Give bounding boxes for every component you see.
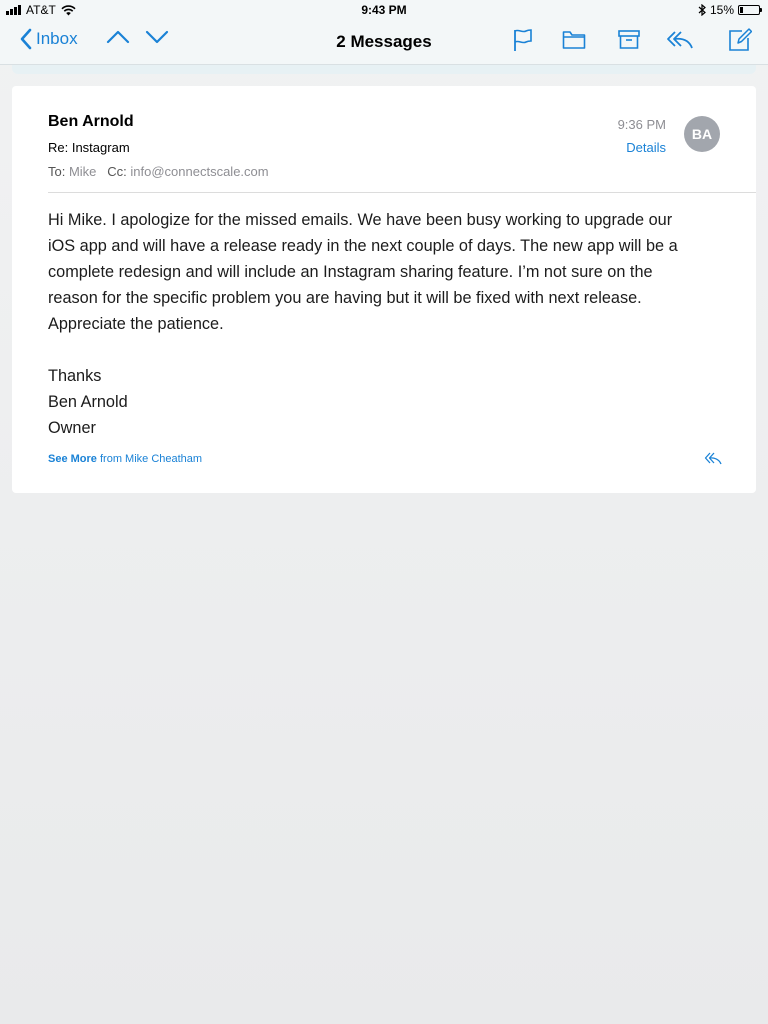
cc-label: Cc: xyxy=(107,164,127,179)
sender-name: Ben Arnold xyxy=(48,113,134,130)
compose-icon[interactable] xyxy=(728,28,752,52)
body-line: reason for the specific problem you are having but it will be fixed with next release. xyxy=(48,289,642,307)
message-subject: Re: Instagram xyxy=(48,140,130,155)
reply-icon[interactable] xyxy=(704,451,722,465)
signature-line: Thanks xyxy=(48,367,102,385)
previous-message-peek[interactable] xyxy=(12,65,756,74)
see-more-from: from Mike Cheatham xyxy=(99,453,203,465)
reply-icon[interactable] xyxy=(666,28,694,50)
body-line: Hi Mike. I apologize for the missed emails. We have been busy working to upgrade our xyxy=(48,211,673,229)
battery-icon xyxy=(738,5,760,15)
body-line: Appreciate the patience. xyxy=(48,315,224,333)
cc-value[interactable]: info@connectscale.com xyxy=(130,164,269,179)
top-bar xyxy=(0,0,768,65)
message-card xyxy=(12,86,756,493)
message-time: 9:36 PM xyxy=(617,117,666,132)
recipients xyxy=(48,164,269,179)
folder-icon[interactable] xyxy=(562,28,586,50)
signature-line: Owner xyxy=(48,419,96,437)
navigation-bar xyxy=(0,22,768,62)
to-value[interactable]: Mike xyxy=(68,164,97,179)
status-bar xyxy=(0,0,768,20)
carrier-label: AT&T xyxy=(26,3,56,17)
back-label: Inbox xyxy=(36,29,78,48)
to-label: To: xyxy=(48,164,66,179)
status-time: 9:43 PM xyxy=(361,3,407,17)
signature-line: Ben Arnold xyxy=(48,393,128,411)
bluetooth-icon xyxy=(698,4,706,16)
header-divider xyxy=(48,192,756,193)
avatar[interactable]: BA xyxy=(684,116,720,152)
body-line: complete redesign and will include an Instagram sharing feature. I’m not sure on the xyxy=(48,263,653,281)
details-link[interactable]: Details xyxy=(626,140,666,155)
flag-icon[interactable] xyxy=(512,28,534,52)
see-more-link[interactable]: See More xyxy=(48,453,97,465)
battery-percent: 15% xyxy=(709,3,734,17)
see-more xyxy=(48,453,202,465)
message-body xyxy=(48,207,720,441)
page-title: 2 Messages xyxy=(336,32,432,51)
body-line: iOS app and will have a release ready in the next couple of days. The new app will be a xyxy=(48,237,678,255)
archive-icon[interactable] xyxy=(618,28,640,50)
